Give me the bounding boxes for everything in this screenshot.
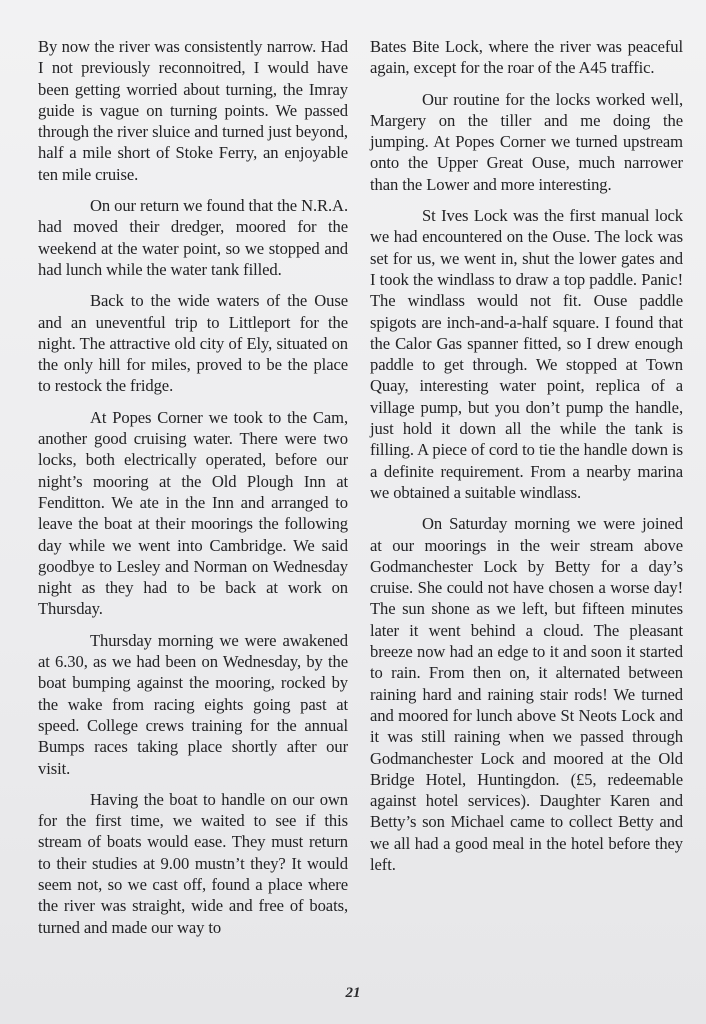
paragraph: Our routine for the locks worked well, Margery on the tiller and me doing the jumping. At Popes Corner we turned upstream onto the Upper Great Ouse, much narrower than the Lower and more interesting. [370, 89, 683, 194]
paragraph: Back to the wide waters of the Ouse and an uneventful trip to Littleport for the night. The attractive old city of Ely, situated on the only hill for miles, proved to be the place to restock the fridge. [38, 291, 348, 396]
paragraph: By now the river was consistently narrow. Had I not previously reconnoitred, I would have been getting worried about turning, the Imray guide is vague on turning points. We passed through the river sluice and turned just beyond, half a mile short of Stoke Ferry, an enjoyable ten mile cruise. [38, 37, 348, 184]
paragraph: On Saturday morning we were joined at our moorings in the weir stream above Godmanchester Lock by Betty for a day’s cruise. She could not have chosen a worse day! The sun shone as we left, but fifteen minutes later it went behind a cloud. The pleasant breeze now had an edge to it and soon it started to rain. From then on, it alternated between raining hard and raining stair rods! We turned and moored for lunch above St Neots Lock and it was still raining when we passed through Godmanchester Lock and moored at the Old Bridge Hotel, Huntingdon. (£5, redeemable against hotel services). Daughter Karen and Betty’s son Michael came to collect Betty and we all had a good meal in the hotel before they left. [370, 514, 683, 874]
paragraph: Thursday morning we were awakened at 6.30, as we had been on Wednesday, by the boat bumping against the mooring, rocked by the wake from racing eights going past at speed. College crews training for the annual Bumps races taking place shortly after our visit. [38, 630, 348, 778]
right-text-column [370, 36, 683, 885]
paragraph: At Popes Corner we took to the Cam, another good cruising water. There were two locks, both electrically operated, before our night’s mooring at the Old Plough Inn at Fenditton. We ate in the Inn and arranged to leave the boat at their moorings the following day while we went into Cambridge. We said goodbye to Lesley and Norman on Wednesday night as they had to be back at work on Thursday. [38, 407, 348, 619]
paragraph: Having the boat to handle on our own for the first time, we waited to see if this stream of boats would ease. They must return to their studies at 9.00 mustn’t they? It would seem not, so we cast off, found a place where the river was straight, wide and free of boats, turned and made our way to [38, 789, 348, 937]
paragraph: On our return we found that the N.R.A. had moved their dredger, moored for the weekend at the water point, so we stopped and had lunch while the water tank filled. [38, 196, 348, 279]
left-text-column [38, 36, 348, 948]
paragraph: Bates Bite Lock, where the river was peaceful again, except for the roar of the A45 traffic. [370, 37, 683, 78]
paragraph: St Ives Lock was the first manual lock we had encountered on the Ouse. The lock was set for us, we went in, shut the lower gates and I took the windlass to draw a top paddle. Panic! The windlass would not fit. Ouse paddle spigots are inch-and-a-half square. I found that the Calor Gas spanner fitted, so I drew enough paddle to get through. We stopped at Town Quay, interesting water point, replica of a village pump, but you don’t pump the handle, just hold it down all the while the tank is filling. A piece of cord to tie the handle down is a definite requirement. From a nearby marina we obtained a suitable windlass. [370, 206, 683, 502]
page-number: 21 [345, 985, 361, 1001]
